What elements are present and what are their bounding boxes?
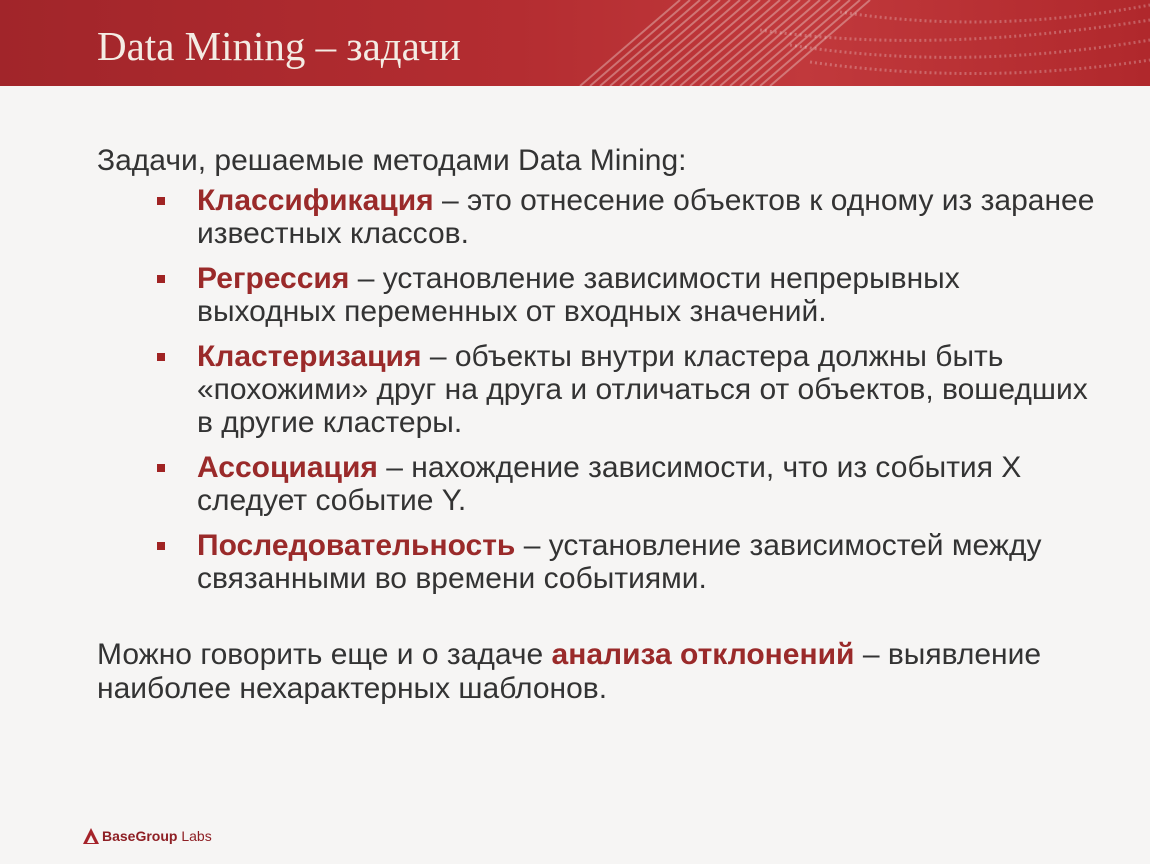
slide-content [97, 144, 1097, 706]
task-term: Ассоциация [197, 451, 378, 484]
task-description: – нахождение зависимости, что из события X следует событие Y. [197, 451, 1022, 517]
task-term: Регрессия [197, 262, 350, 295]
task-term: Классификация [197, 184, 434, 217]
square-bullet-icon [157, 275, 165, 283]
task-description: – это отнесение объектов к одному из заранее известных классов. [197, 184, 1095, 250]
header-decoration [510, 0, 1150, 86]
header-banner [0, 0, 1150, 86]
task-term: Кластеризация [197, 340, 422, 373]
slide-title: Data Mining – задачи [97, 23, 461, 69]
closing-term: анализа отклонений [551, 638, 855, 671]
task-description: – установление зависимости непрерывных выходных переменных от входных значений. [197, 262, 960, 328]
task-item [97, 262, 1097, 328]
closing-text-end: – выявление наиболее нехарактерных шаблонов. [97, 638, 1042, 705]
task-description: – объекты внутри кластера должны быть «похожими» друг на друга и отличаться от объектов, вошедших в другие кластеры. [197, 340, 1088, 439]
square-bullet-icon [157, 542, 165, 550]
intro-text: Задачи, решаемые методами Data Mining: [97, 144, 687, 177]
square-bullet-icon [157, 353, 165, 361]
logo-brand: BaseGroup [102, 828, 178, 844]
basegroup-logo [82, 826, 212, 846]
task-item [97, 184, 1097, 250]
task-description: – установление зависимостей между связанными во времени событиями. [197, 529, 1042, 595]
task-item [97, 340, 1097, 439]
closing-text [97, 638, 1097, 706]
logo-text [102, 828, 212, 844]
logo-suffix: Labs [177, 828, 212, 844]
task-list [97, 184, 1097, 595]
closing-text-start: Можно говорить еще и о задаче [97, 638, 552, 671]
task-item [97, 451, 1097, 517]
task-term: Последовательность [197, 529, 516, 562]
logo-triangle-icon [82, 827, 100, 845]
task-item [97, 529, 1097, 595]
square-bullet-icon [157, 197, 165, 205]
square-bullet-icon [157, 464, 165, 472]
